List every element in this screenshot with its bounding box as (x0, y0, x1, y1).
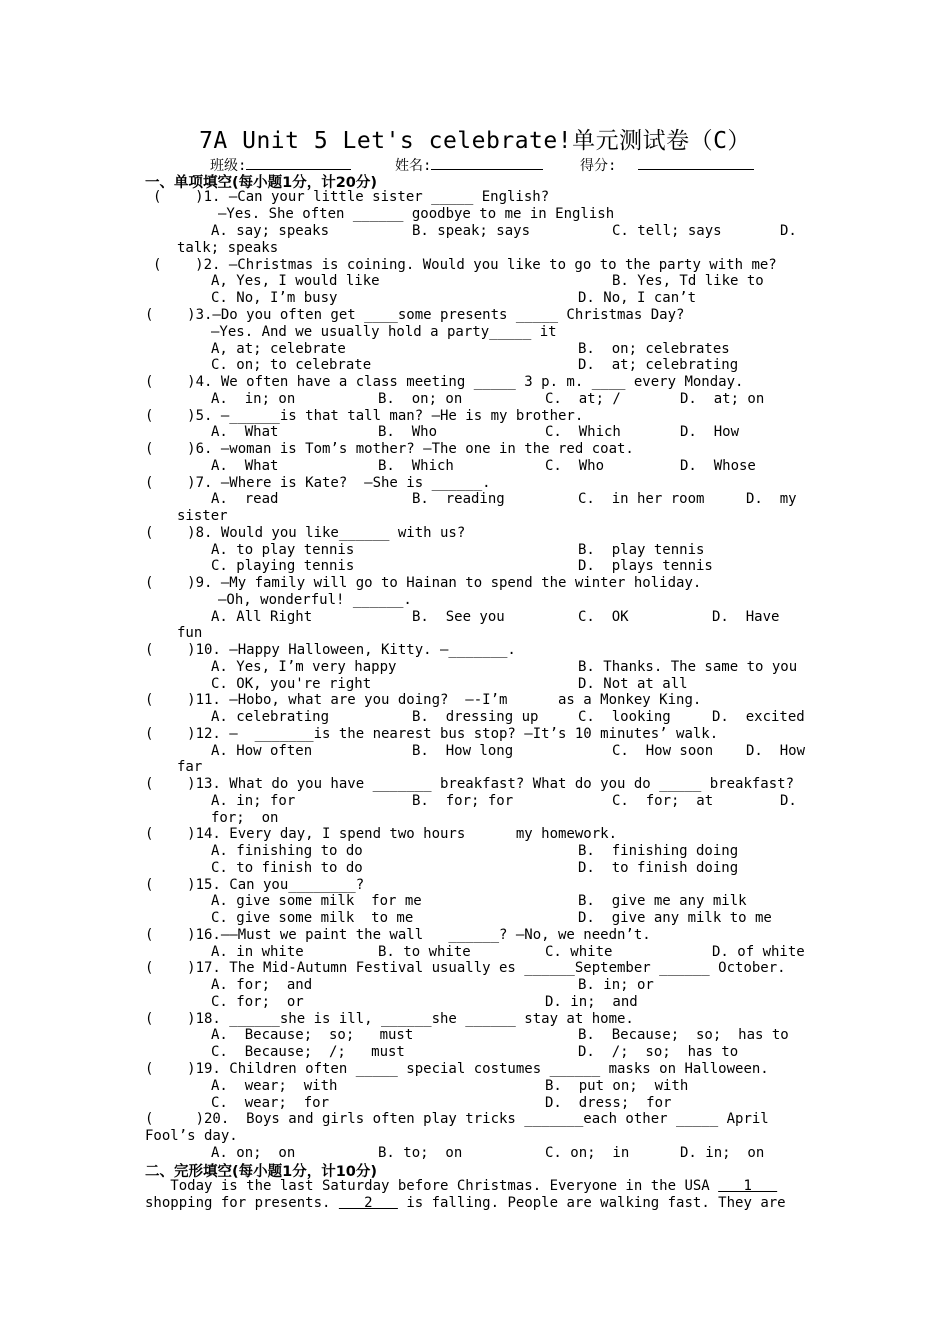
question-11-option-c: C. looking (578, 709, 671, 725)
question-2-option-a: A, Yes, I would like (211, 273, 380, 289)
question-8-option-b: B. play tennis (578, 542, 705, 558)
question-18-stem: ( )18. ______she is ill, ______she ______ stay at home. (145, 1011, 634, 1027)
question-1-option-b: B. speak; says (412, 223, 531, 239)
question-19-stem: ( )19. Children often _____ special costumes ______ masks on Halloween. (145, 1061, 769, 1077)
question-16-option-d: D. of white (712, 944, 805, 960)
question-12-option-d: D. How (746, 743, 806, 759)
section-1-heading: 一、单项填空(每小题1分，计20分) (145, 175, 378, 191)
question-12-option-c: C. How soon (612, 743, 714, 759)
question-5-option-c: C. Which (545, 424, 621, 440)
cloze-blank-2[interactable]: 2 (338, 1195, 398, 1211)
question-11-option-b: B. dressing up (412, 709, 539, 725)
question-5-stem: ( )5. —______is that tall man? —He is my brother. (145, 408, 584, 424)
question-1-option-c: C. tell; says (612, 223, 722, 239)
name-label: 姓名: (395, 158, 432, 174)
question-13-option-d-cont: for; on (211, 810, 279, 826)
question-4-option-d: D. at; on (680, 391, 765, 407)
question-13-option-b: B. for; for (412, 793, 514, 809)
question-2-option-d: D. No, I can’t (578, 290, 697, 306)
section-2-heading: 二、完形填空(每小题1分，计10分) (145, 1164, 378, 1180)
question-15-option-c: C. give some milk to me (211, 910, 414, 926)
question-20-option-a: A. on; on (211, 1145, 296, 1161)
question-12-option-b: B. How long (412, 743, 514, 759)
question-4-stem: ( )4. We often have a class meeting _____ 3 p. m. ____ every Monday. (145, 374, 744, 390)
question-3-option-a: A, at; celebrate (211, 341, 346, 357)
question-2-option-c: C. No, I’m busy (211, 290, 338, 306)
question-10-option-a: A. Yes, I’m very happy (211, 659, 397, 675)
question-13-stem: ( )13. What do you have _______ breakfast? What do you do _____ breakfast? (145, 776, 795, 792)
question-6-option-c: C. Who (545, 458, 605, 474)
question-10-stem: ( )10. —Happy Halloween, Kitty. —_______. (145, 642, 516, 658)
question-10-option-b: B. Thanks. The same to you (578, 659, 798, 675)
question-9-option-d: D. Have (712, 609, 780, 625)
question-18-option-b: B. Because; so; has to (578, 1027, 789, 1043)
question-20-option-d: D. in; on (680, 1145, 765, 1161)
question-16-option-b: B. to white (378, 944, 471, 960)
question-14-option-a: A. finishing to do (211, 843, 363, 859)
question-15-option-b: B. give me any milk (578, 893, 747, 909)
cloze-line-1 (145, 1178, 777, 1195)
question-1-stem: ( )1. —Can your little sister _____ English? (153, 189, 550, 205)
question-9-option-b: B. See you (412, 609, 505, 625)
question-9-option-d-cont: fun (177, 625, 203, 641)
question-7-option-c: C. in her room (578, 491, 705, 507)
score-label: 得分: (580, 158, 617, 174)
question-19-option-a: A. wear; with (211, 1078, 338, 1094)
question-17-option-c: C. for; or (211, 994, 304, 1010)
cloze-text-1: Today is the last Saturday before Christmas. Everyone in the USA (145, 1178, 719, 1194)
question-7-option-a: A. read (211, 491, 279, 507)
question-6-stem: ( )6. —woman is Tom’s mother? —The one in the red coat. (145, 441, 634, 457)
question-3-option-b: B. on; celebrates (578, 341, 730, 357)
question-13-option-a: A. in; for (211, 793, 296, 809)
question-16-option-c: C. white (545, 944, 613, 960)
question-19-option-d: D. dress; for (545, 1095, 672, 1111)
name-field (395, 155, 543, 175)
question-3-stem: ( )3.—Do you often get ____some presents _____ Christmas Day? (145, 307, 685, 323)
class-label: 班级: (210, 158, 247, 174)
question-20-stem: ( )20. Boys and girls often play tricks _______each other _____ April (145, 1111, 769, 1127)
question-6-option-b: B. Which (378, 458, 454, 474)
question-1-option-a: A. say; speaks (211, 223, 330, 239)
question-7-option-b: B. reading (412, 491, 505, 507)
cloze-blank-1[interactable]: 1 (718, 1178, 778, 1194)
question-13-option-d: D. (780, 793, 797, 809)
question-1-option-d-cont: talk; speaks (177, 240, 279, 256)
question-6-option-a: A. What (211, 458, 279, 474)
question-18-option-c: C. Because; /; must (211, 1044, 405, 1060)
question-10-option-d: D. Not at all (578, 676, 688, 692)
question-9-stem: ( )9. —My family will go to Hainan to spend the winter holiday. (145, 575, 702, 591)
question-18-option-a: A. Because; so; must (211, 1027, 414, 1043)
question-7-option-d-cont: sister (177, 508, 228, 524)
score-field (580, 155, 754, 175)
question-3-stem2: —Yes. And we usually hold a party_____ it (211, 324, 557, 340)
question-14-option-d: D. to finish doing (578, 860, 739, 876)
question-3-option-c: C. on; to celebrate (211, 357, 372, 373)
cloze-line-2 (145, 1195, 786, 1212)
class-blank[interactable] (246, 155, 351, 170)
question-1-stem2: —Yes. She often ______ goodbye to me in English (218, 206, 615, 222)
question-14-option-b: B. finishing doing (578, 843, 739, 859)
score-blank[interactable] (638, 155, 754, 170)
question-20-stem-cont: Fool’s day. (145, 1128, 238, 1144)
question-4-option-b: B. on; on (378, 391, 463, 407)
question-15-option-a: A. give some milk for me (211, 893, 422, 909)
question-17-stem: ( )17. The Mid-Autumn Festival usually es ______September ______ October. (145, 960, 786, 976)
question-11-option-d: D. excited (712, 709, 805, 725)
question-19-option-c: C. wear; for (211, 1095, 330, 1111)
question-13-option-c: C. for; at (612, 793, 714, 809)
question-7-stem: ( )7. —Where is Kate? —She is ______. (145, 475, 491, 491)
question-14-option-c: C. to finish to do (211, 860, 363, 876)
question-8-option-d: D. plays tennis (578, 558, 713, 574)
question-17-option-a: A. for; and (211, 977, 313, 993)
name-blank[interactable] (431, 155, 543, 170)
question-2-stem: ( )2. —Christmas is coining. Would you like to go to the party with me? (153, 257, 777, 273)
question-12-stem: ( )12. — _______is the nearest bus stop? —It’s 10 minutes’ walk. (145, 726, 719, 742)
question-9-stem2: —Oh, wonderful! ______. (218, 592, 412, 608)
cloze-text-2b: is falling. People are walking fast. They are (397, 1195, 786, 1211)
question-8-option-c: C. playing tennis (211, 558, 355, 574)
question-11-option-a: A. celebrating (211, 709, 330, 725)
question-10-option-c: C. OK, you're right (211, 676, 372, 692)
cloze-text-2a: shopping for presents. (145, 1195, 339, 1211)
question-17-option-b: B. in; or (578, 977, 654, 993)
question-12-option-a: A. How often (211, 743, 313, 759)
question-9-option-a: A. All Right (211, 609, 313, 625)
question-20-option-b: B. to; on (378, 1145, 463, 1161)
question-12-option-d-cont: far (177, 759, 203, 775)
question-16-stem: ( )16.——Must we paint the wall ______? —No, we needn’t. (145, 927, 651, 943)
question-9-option-c: C. OK (578, 609, 629, 625)
question-14-stem: ( )14. Every day, I spend two hours my homework. (145, 826, 618, 842)
question-4-option-a: A. in; on (211, 391, 296, 407)
question-15-stem: ( )15. Can you________? (145, 877, 365, 893)
question-6-option-d: D. Whose (680, 458, 756, 474)
question-2-option-b: B. Yes, Td like to (612, 273, 764, 289)
question-20-option-c: C. on; in (545, 1145, 630, 1161)
question-5-option-a: A. What (211, 424, 279, 440)
question-17-option-d: D. in; and (545, 994, 638, 1010)
question-8-stem: ( )8. Would you like______ with us? (145, 525, 466, 541)
question-3-option-d: D. at; celebrating (578, 357, 739, 373)
question-19-option-b: B. put on; with (545, 1078, 689, 1094)
question-5-option-b: B. Who (378, 424, 438, 440)
question-18-option-d: D. /; so; has to (578, 1044, 739, 1060)
question-15-option-d: D. give any milk to me (578, 910, 772, 926)
question-8-option-a: A. to play tennis (211, 542, 355, 558)
page-title: 7A Unit 5 Let's celebrate!单元测试卷（C） (199, 128, 751, 154)
question-4-option-c: C. at; / (545, 391, 621, 407)
question-11-stem: ( )11. —Hobo, what are you doing? —-I’m as a Monkey King. (145, 692, 702, 708)
question-7-option-d: D. my (746, 491, 797, 507)
question-16-option-a: A. in white (211, 944, 304, 960)
question-1-option-d: D. (780, 223, 797, 239)
question-5-option-d: D. How (680, 424, 740, 440)
